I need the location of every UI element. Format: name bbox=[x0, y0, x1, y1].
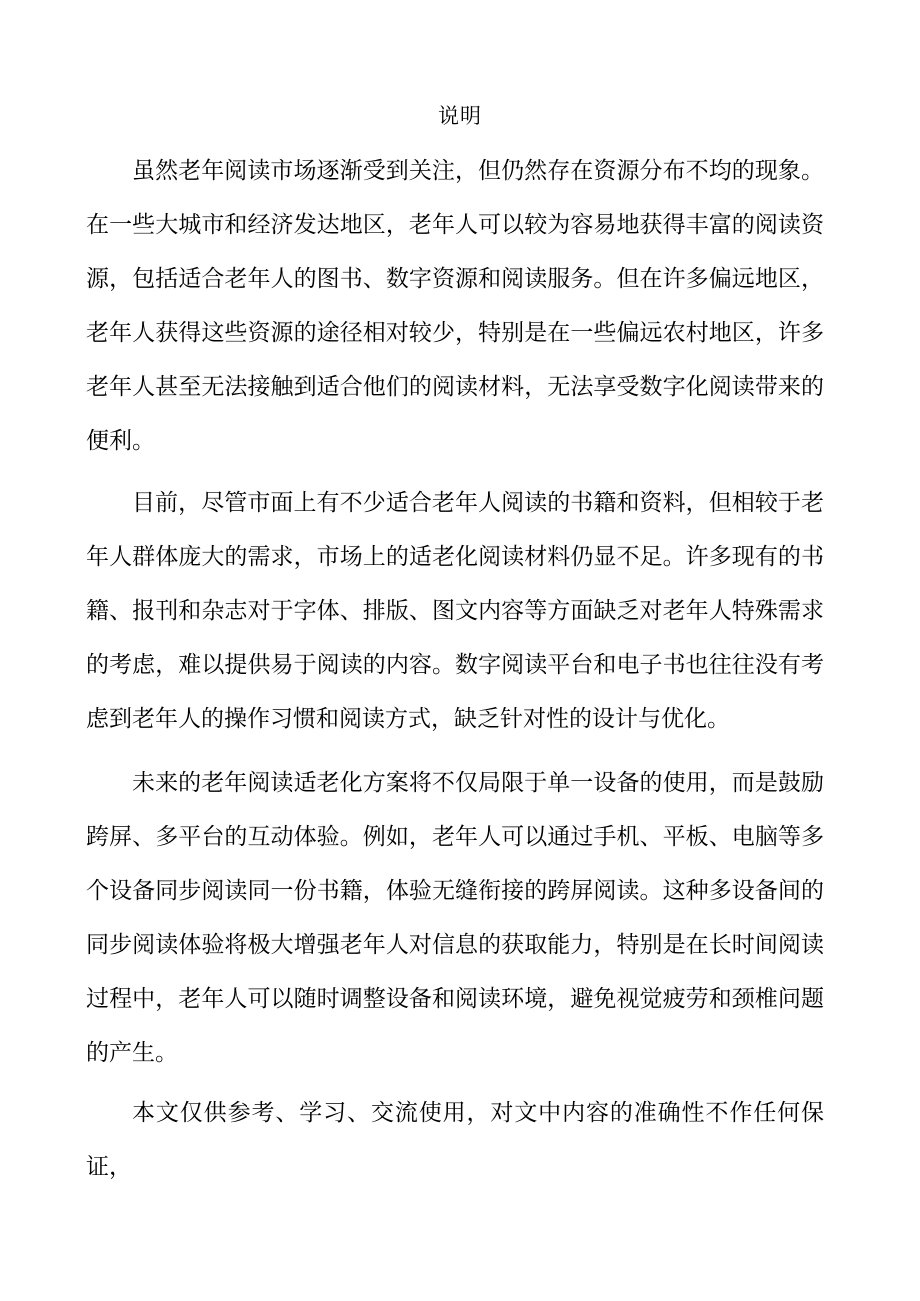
paragraph-cross-screen-future: 未来的老年阅读适老化方案将不仅局限于单一设备的使用，而是鼓励跨屏、多平台的互动体验。例如，老年人可以通过手机、平板、电脑等多个设备同步阅读同一份书籍，体验无缝衔接的跨屏阅读。这种多设备间的同步阅读体验将极大增强老年人对信息的获取能力，特别是在长时间阅读过程中，老年人可以随时调整设备和阅读环境，避免视觉疲劳和颈椎问题的产生。 bbox=[86, 770, 824, 1066]
paragraph-material-shortage: 目前，尽管市面上有不少适合老年人阅读的书籍和资料，但相较于老年人群体庞大的需求，市场上的适老化阅读材料仍显不足。许多现有的书籍、报刊和杂志对于字体、排版、图文内容等方面缺乏对老年人特殊需求的考虑，难以提供易于阅读的内容。数字阅读平台和电子书也往往没有考虑到老年人的操作习惯和阅读方式，缺乏针对性的设计与优化。 bbox=[86, 490, 824, 732]
paragraph-disclaimer: 本文仅供参考、学习、交流使用，对文中内容的准确性不作任何保证， bbox=[86, 1100, 824, 1180]
document-title: 说明 bbox=[438, 104, 482, 128]
paragraph-resource-distribution: 虽然老年阅读市场逐渐受到关注，但仍然存在资源分布不均的现象。在一些大城市和经济发达地区，老年人可以较为容易地获得丰富的阅读资源，包括适合老年人的图书、数字资源和阅读服务。但在许多偏远地区，老年人获得这些资源的途径相对较少，特别是在一些偏远农村地区，许多老年人甚至无法接触到适合他们的阅读材料，无法享受数字化阅读带来的便利。 bbox=[86, 158, 824, 454]
